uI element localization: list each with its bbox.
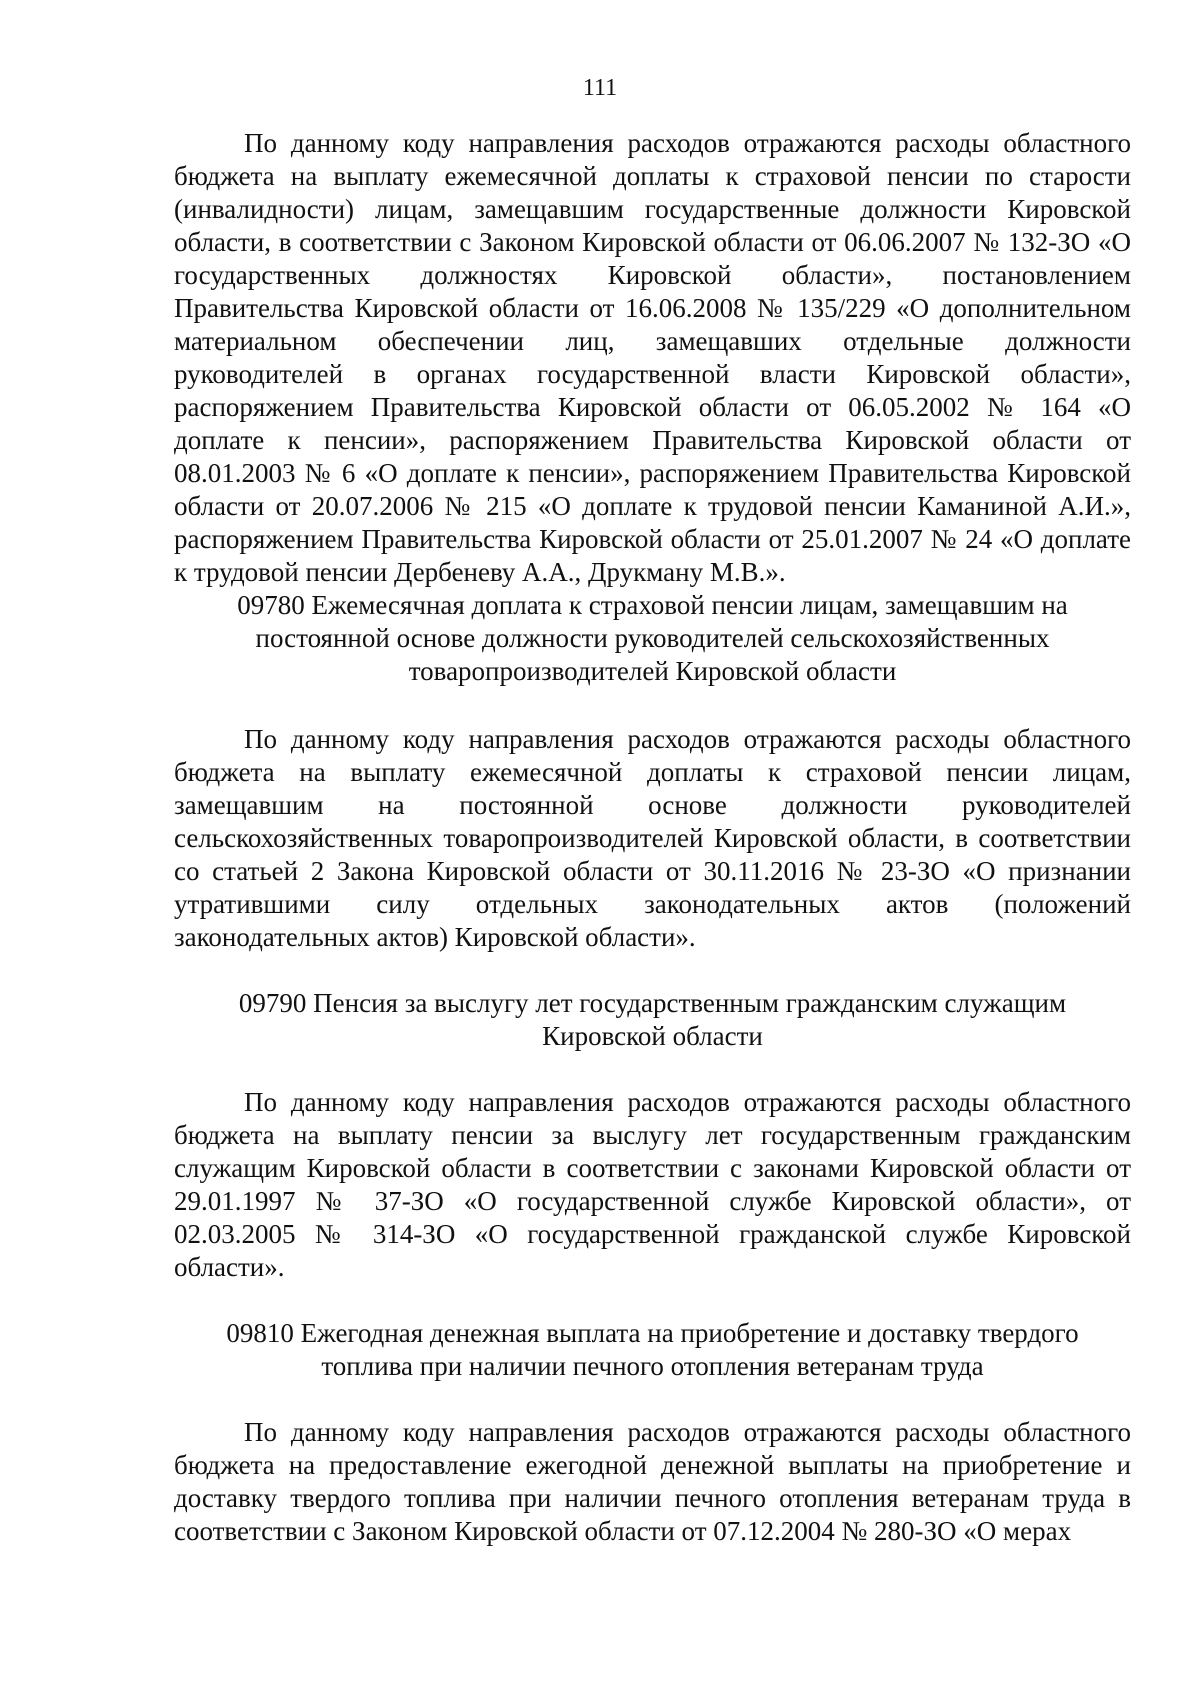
paragraph-civil-servants-pension: По данному коду направления расходов отражаются расходы областного бюджета на выплату пенсии за выслугу лет государственным гражданским служащим Кировской области в соответствии с законами Кировской области от 29.01.1997 № 37-ЗО «О государственной службе Кировской области», от 02.03.2005 № 314-ЗО «О государственной гражданской службе Кировской области». [174, 1087, 1131, 1282]
paragraph-solid-fuel-payment: По данному коду направления расходов отражаются расходы областного бюджета на предоставление ежегодной денежной выплаты на приобретение и доставку твердого топлива при наличии печного отопления ветеранам труда в соответствии с Законом Кировской области от 07.12.2004 № 280-ЗО «О мерах [174, 1417, 1131, 1546]
heading-09810: 09810 Ежегодная денежная выплата на приобретение и доставку твердого топлива при наличии печного отопления ветеранам труда [226, 1318, 1079, 1381]
document-body [174, 127, 1131, 1548]
paragraph-agricultural-managers-pension: По данному коду направления расходов отражаются расходы областного бюджета на выплату ежемесячной доплаты к страховой пенсии лицам, замещавшим на постоянной основе должности руководителей сельскохозяйственных товаропроизводителей Кировской области, в соответствии со статьей 2 Закона Кировской области от 30.11.2016 № 23-ЗО «О признании утратившими силу отдельных законодательных актов (положений законодательных актов) Кировской области». [174, 724, 1131, 952]
heading-09780: 09780 Ежемесячная доплата к страховой пенсии лицам, замещавшим на постоянной основе должности руководителей сельскохозяйственных товаропроизводителей Кировской области [237, 590, 1068, 686]
heading-09790: 09790 Пенсия за выслугу лет государственным гражданским служащим Кировской области [238, 988, 1067, 1051]
paragraph-state-positions-pension: По данному коду направления расходов отражаются расходы областного бюджета на выплату ежемесячной доплаты к страховой пенсии по старости (инвалидности) лицам, замещавшим государственные должности Кировской области, в соответствии с Законом Кировской области от 06.06.2007 № 132-ЗО «О государственных должностях Кировской области», постановлением Правительства Кировской области от 16.06.2008 № 135/229 «О дополнительном материальном обеспечении лиц, замещавших отдельные должности руководителей в органах государственной власти Кировской области», распоряжением Правительства Кировской области от 06.05.2002 № 164 «О доплате к пенсии», распоряжением Правительства Кировской области от 08.01.2003 № 6 «О доплате к пенсии», распоряжением Правительства Кировской области от 20.07.2006 № 215 «О доплате к трудовой пенсии Каманиной А.И.», распоряжением Правительства Кировской области от 25.01.2007 № 24 «О доплате к трудовой пенсии Дербеневу А.А., Друкману М.В.». [174, 128, 1131, 587]
page-number: 111 [582, 75, 618, 101]
